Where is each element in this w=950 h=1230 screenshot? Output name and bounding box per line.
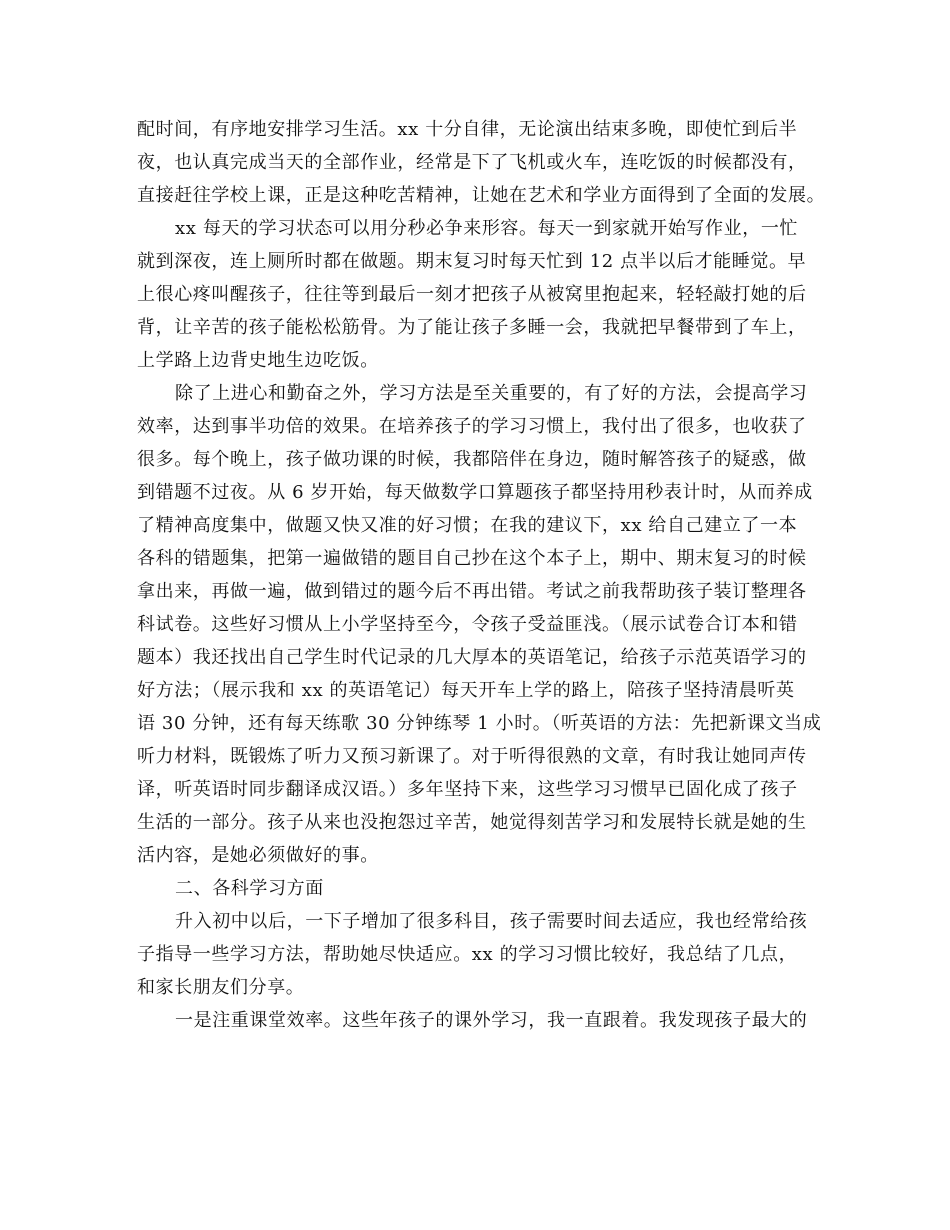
text-line: 各科的错题集，把第一遍做错的题目自己抄在这个本子上，期中、期末复习的时候 [137,548,807,569]
text-line: 上很心疼叫醒孩子，往往等到最后一刻才把孩子从被窝里抱起来，轻轻敲打她的后 [137,284,807,305]
text-line: 夜，也认真完成当天的全部作业，经常是下了飞机或火车，连吃饭的时候都没有， [137,152,807,173]
text-line: 好方法；（展示我和 xx 的英语笔记）每天开车上学的路上，陪孩子坚持清晨听英 [137,680,795,701]
text-line: xx 每天的学习状态可以用分秒必争来形容。每天一到家就开始写作业，一忙 [175,218,799,239]
text-line: 科试卷。这些好习惯从上小学坚持至今，令孩子受益匪浅。（展示试卷合订本和错 [137,614,798,635]
text-line: 背，让辛苦的孩子能松松筋骨。为了能让孩子多睡一会，我就把早餐带到了车上， [137,317,807,338]
text-line: 听力材料，既锻炼了听力又预习新课了。对于听得很熟的文章，有时我让她同声传 [137,746,807,767]
text-line: 一是注重课堂效率。这些年孩子的课外学习，我一直跟着。我发现孩子最大的 [175,1010,808,1031]
text-line: 二、各科学习方面 [175,878,324,899]
text-line: 活内容，是她必须做好的事。 [137,845,379,866]
text-line: 到错题不过夜。从 6 岁开始，每天做数学口算题孩子都坚持用秒表计时，从而养成 [137,482,813,503]
text-line: 升入初中以后，一下子增加了很多科目，孩子需要时间去适应，我也经常给孩 [175,911,808,932]
text-line: 了精神高度集中，做题又快又准的好习惯；在我的建议下，xx 给自己建立了一本 [137,515,798,536]
text-line: 上学路上边背史地生边吃饭。 [137,350,379,371]
text-line: 效率，达到事半功倍的效果。在培养孩子的学习习惯上，我付出了很多，也收获了 [137,416,807,437]
text-line: 拿出来，再做一遍，做到错过的题今后不再出错。考试之前我帮助孩子装订整理各 [137,581,807,602]
text-line: 直接赶往学校上课，正是这种吃苦精神，让她在艺术和学业方面得到了全面的发展。 [137,185,826,206]
text-line: 和家长朋友们分享。 [137,977,305,998]
text-line: 译，听英语时同步翻译成汉语。）多年坚持下来，这些学习习惯早已固化成了孩子 [137,779,798,800]
text-line: 生活的一部分。孩子从来也没抱怨过辛苦，她觉得刻苦学习和发展特长就是她的生 [137,812,807,833]
document-body [137,113,827,1037]
text-line: 语 30 分钟，还有每天练歌 30 分钟练琴 1 小时。（听英语的方法：先把新课文当成 [137,713,822,734]
text-line: 子指导一些学习方法，帮助她尽快适应。xx 的学习习惯比较好，我总结了几点， [137,944,798,965]
text-line: 就到深夜，连上厕所时都在做题。期末复习时每天忙到 12 点半以后才能睡觉。早 [137,251,807,272]
text-line: 很多。每个晚上，孩子做功课的时候，我都陪伴在身边，随时解答孩子的疑惑，做 [137,449,807,470]
text-line: 题本）我还找出自己学生时代记录的几大厚本的英语笔记，给孩子示范英语学习的 [137,647,807,668]
text-line: 除了上进心和勤奋之外，学习方法是至关重要的，有了好的方法，会提高学习 [175,383,808,404]
text-line: 配时间，有序地安排学习生活。xx 十分自律，无论演出结束多晚，即使忙到后半 [137,119,798,140]
